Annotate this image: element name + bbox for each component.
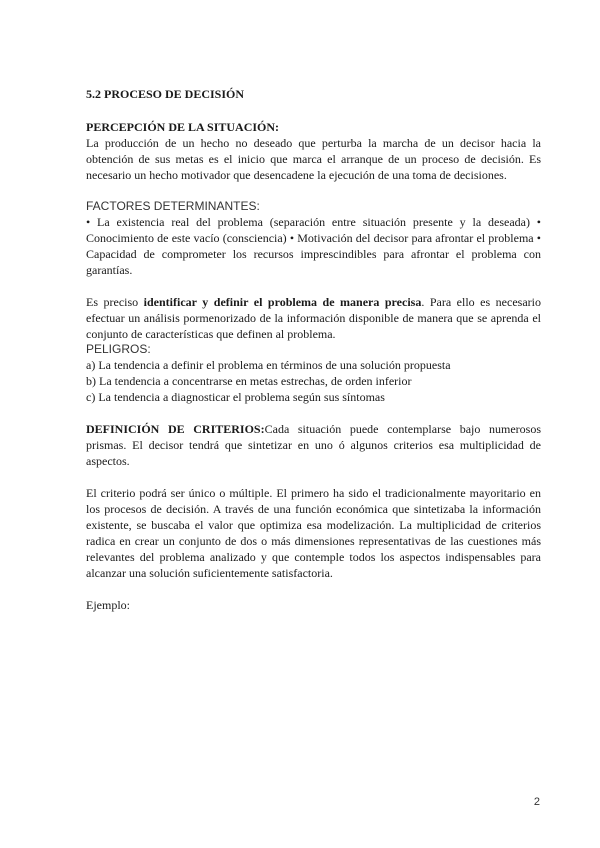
identify-paragraph — [86, 294, 541, 342]
identify-prefix: Es preciso — [86, 295, 144, 309]
identify-suffix: . Para ello es necesario efectuar un análisis pormenorizado de la información disponible de manera que se aprenda el conjunto de características que definen al problema. — [86, 295, 541, 341]
identify-bold: identificar y definir el problema de manera precisa — [143, 295, 422, 309]
criteria-heading: DEFINICIÓN DE CRITERIOS: — [86, 422, 265, 436]
danger-item-c: c) La tendencia a diagnosticar el problema según sus síntomas — [86, 390, 385, 404]
page-number: 2 — [533, 796, 540, 808]
criteria-detail-paragraph: El criterio podrá ser único o múltiple. El primero ha sido el tradicionalmente mayoritario en los procesos de decisión. A través de una función económica que sintetizaba la información existente, se buscaba el valor que optimiza esa modelización. La multiplicidad de criterios radica en crear un conjunto de dos o más dimensiones representativas de las cuestiones más relevantes del problema analizado y que contemple todos los aspectos indispensables para alcanzar una solución suficientemente satisfactoria. — [86, 486, 541, 580]
factors-heading: FACTORES DETERMINANTES: — [86, 199, 260, 213]
perception-heading: PERCEPCIÓN DE LA SITUACIÓN: — [86, 120, 280, 134]
criteria-paragraph — [86, 421, 541, 469]
dangers-heading: PELIGROS: — [86, 342, 151, 356]
perception-paragraph: La producción de un hecho no deseado que perturba la marcha de un decisor hacia la obtención de sus metas es el inicio que marca el arranque de un proceso de decisión. Es necesario un hecho motivador que desencadene la ejecución de una toma de decisiones. — [86, 136, 541, 182]
factors-paragraph: • La existencia real del problema (separación entre situación presente y la deseada) • Conocimiento de este vacío (consciencia) • Motivación del decisor para afrontar el problema • Capacidad de comprometer los recursos imprescindibles para afrontar el problema con garantías. — [86, 215, 541, 277]
criteria-text: Cada situación puede contemplarse bajo numerosos prismas. El decisor tendrá que sintetizar en uno ó algunos criterios esa multiplicidad de aspectos. — [86, 422, 541, 468]
example-label: Ejemplo: — [86, 598, 130, 612]
section-title: 5.2 PROCESO DE DECISIÓN — [86, 87, 245, 101]
danger-item-b: b) La tendencia a concentrarse en metas estrechas, de orden inferior — [86, 374, 412, 388]
document-page — [86, 86, 541, 613]
danger-item-a: a) La tendencia a definir el problema en términos de una solución propuesta — [86, 358, 451, 372]
